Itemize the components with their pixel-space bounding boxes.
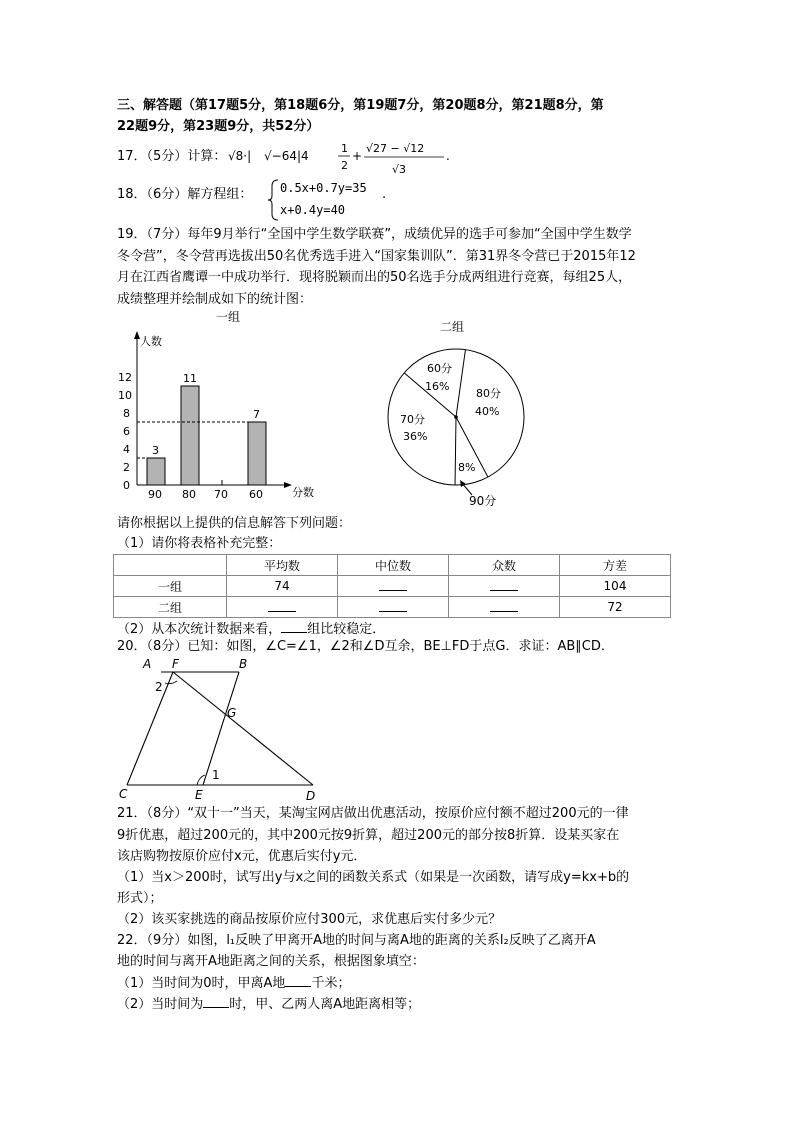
bar	[181, 386, 199, 485]
q18-eq2: x+0.4y=40	[280, 203, 346, 217]
mode-blank-cell[interactable]	[449, 597, 560, 618]
svg-text:+: +	[352, 149, 363, 163]
label-E: E	[195, 788, 203, 802]
q19-line3: 月在江西省鹰谭一中成功举行．现将脱颖而出的50名选手分成两组进行竞赛，每组25人，	[117, 270, 632, 285]
table-row	[114, 576, 671, 597]
q17-expr-a: √8·|	[228, 149, 252, 163]
q21-line4: （1）当x＞200时，试写出y与x之间的函数关系式（如果是一次函数，请写成y=kx+b的	[117, 870, 630, 885]
q22-sub2-a: （2）当时间为	[117, 997, 204, 1012]
stats-table	[113, 554, 671, 618]
bar-data-label: 3	[152, 444, 159, 457]
q19-sub2	[117, 620, 385, 639]
x-axis-arrow	[284, 482, 292, 488]
median-blank-cell[interactable]	[338, 576, 449, 597]
bar-chart-group1	[110, 305, 350, 505]
pie-label-60: 60分	[427, 362, 452, 375]
q20-text: 20．（8分）已知：如图，∠C=∠1，∠2和∠D互余，BE⊥FD于点G．求证：AB∥CD．	[117, 639, 614, 654]
y-tick-label: 2	[123, 461, 130, 474]
pie-label-80: 80分	[476, 387, 501, 400]
table-row	[114, 597, 671, 618]
q22-sub2-b: 时，甲、乙两人离A地距离相等；	[229, 997, 421, 1012]
x-tick-label: 80	[182, 488, 196, 501]
x-tick-label: 60	[249, 488, 263, 501]
pie-chart-title: 二组	[440, 320, 465, 334]
q18-end: .	[382, 187, 387, 202]
median-blank-cell[interactable]	[338, 597, 449, 618]
row-name: 二组	[114, 597, 227, 618]
pie-pct-60: 16%	[425, 380, 450, 393]
q17-end: .	[446, 149, 450, 163]
table-header	[114, 555, 227, 576]
y-tick-label: 8	[123, 407, 130, 420]
q22-line2: 地的时间与离开A地距离之间的关系，根据图象填空：	[117, 954, 425, 969]
section-heading-line2: 22题9分，第23题9分，共52分）	[117, 119, 320, 134]
x-tick-label: 90	[148, 488, 162, 501]
y-tick-label: 4	[123, 443, 130, 456]
q18-prefix: 18．（6分）解方程组：	[117, 187, 253, 202]
y-axis-label: 人数	[140, 335, 162, 348]
variance-cell: 72	[560, 597, 671, 618]
pie-label-90: 90分	[469, 494, 497, 508]
q17-prefix: 17．（5分）计算：	[117, 149, 227, 164]
pie-pct-90: 8%	[458, 461, 476, 474]
q22-sub1	[117, 974, 350, 993]
table-header: 众数	[449, 555, 560, 576]
label-2: 2	[155, 680, 163, 694]
q17-expr-b: √−64|4	[264, 149, 309, 163]
table-header: 方差	[560, 555, 671, 576]
label-1: 1	[212, 768, 220, 782]
x-tick-label: 70	[214, 488, 228, 501]
y-tick-label: 0	[123, 479, 130, 492]
q17-half-den: 2	[341, 159, 348, 172]
q22-sub1-blank[interactable]	[285, 974, 311, 987]
pie-pct-80: 40%	[475, 405, 500, 418]
pie-chart-group2	[380, 315, 540, 515]
label-D: D	[306, 789, 316, 803]
q22-sub2	[117, 995, 420, 1014]
bar-chart-title: 一组	[216, 310, 241, 324]
q19-sub2-b: 组比较稳定．	[307, 622, 386, 637]
q18-brace	[0, 0, 794, 230]
q21-line2: 9折优惠，超过200元的，其中200元按9折算，超过200元的部分按8折算．设某买家在	[117, 828, 620, 843]
q22-sub1-b: 千米；	[311, 976, 351, 991]
pie-label-70: 70分	[400, 413, 425, 426]
label-C: C	[119, 787, 128, 801]
q18-eq1: 0.5x+0.7y=35	[280, 181, 367, 195]
q22-sub1-a: （1）当时间为0时，甲离A地	[117, 976, 286, 991]
q21-line1: 21．（8分）“双十一”当天，某淘宝网店做出优惠活动，按原价应付额不超过200元的一律	[117, 806, 629, 821]
q21-line6: （2）该买家挑选的商品按原价应付300元，求优惠后实付多少元？	[117, 912, 502, 927]
bar	[248, 422, 266, 485]
variance-cell: 104	[560, 576, 671, 597]
table-header-row	[114, 555, 671, 576]
mean-cell: 74	[227, 576, 338, 597]
label-B: B	[239, 657, 248, 671]
q22-sub2-blank[interactable]	[203, 995, 229, 1008]
q21-line3: 该店购物按原价应付x元，优惠后实付y元．	[117, 849, 367, 864]
q21-line5: 形式）；	[117, 891, 163, 906]
section-heading-line1: 三、解答题（第17题5分，第18题6分，第19题7分，第20题8分，第21题8分，第	[117, 98, 604, 113]
mode-blank-cell[interactable]	[449, 576, 560, 597]
y-tick-label: 12	[118, 371, 132, 384]
q22-line1: 22．（9分）如图，l₁反映了甲离开A地的时间与离A地的距离的关系l₂反映了乙离开A	[117, 933, 596, 948]
y-tick-label: 10	[118, 389, 132, 402]
q17-frac-den: √3	[392, 163, 407, 176]
q19-line1: 19．（7分）每年9月举行“全国中学生数学联赛”，成绩优异的选手可参加“全国中学生数学	[117, 227, 632, 242]
label-A: A	[143, 657, 152, 671]
q19-sub1: （1）请你将表格补充完整：	[117, 536, 282, 551]
row-name: 一组	[114, 576, 227, 597]
q19-sub2-a: （2）从本次统计数据来看，	[117, 622, 282, 637]
q17-frac-num: √27 − √12	[366, 142, 425, 155]
x-axis-label: 分数	[292, 486, 314, 499]
label-F: F	[172, 657, 179, 671]
label-G: G	[227, 706, 237, 720]
q17-half-num: 1	[341, 142, 348, 155]
q19-line4: 成绩整理并绘制成如下的统计图：	[117, 292, 313, 307]
pie-pct-70: 36%	[403, 430, 428, 443]
bar-data-label: 11	[183, 372, 197, 385]
table-header: 中位数	[338, 555, 449, 576]
bar-data-label: 7	[253, 408, 260, 421]
y-tick-label: 6	[123, 425, 130, 438]
q19-after-chart: 请你根据以上提供的信息解答下列问题：	[117, 516, 352, 531]
table-header: 平均数	[227, 555, 338, 576]
mean-blank-cell[interactable]	[227, 597, 338, 618]
q19-line2: 冬令营”，冬令营再选拔出50名优秀选手进入“国家集训队”．第31界冬令营已于2015年12	[117, 249, 636, 264]
q20-figure	[115, 655, 335, 805]
q19-sub2-blank[interactable]	[281, 620, 307, 633]
bar	[147, 458, 165, 485]
pie-center	[454, 415, 458, 419]
